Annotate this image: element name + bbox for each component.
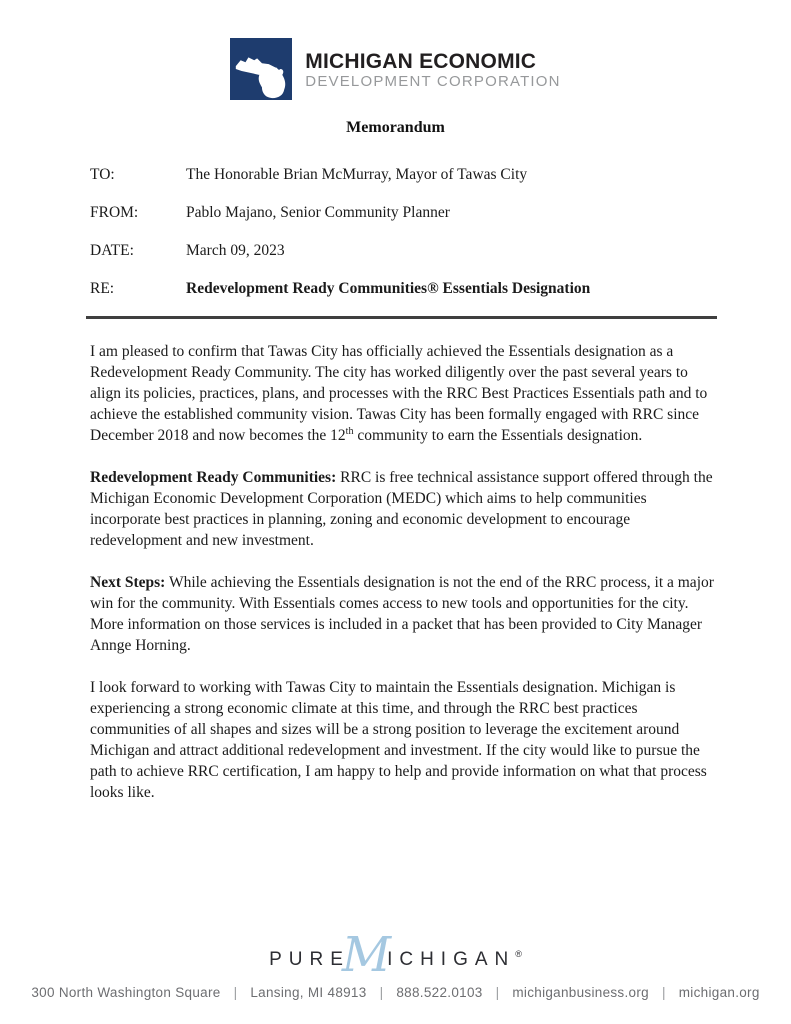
paragraph-rrc-text: RRC is free technical assistance support offered through the Michigan Economic Development Corporation (MEDC) which aims to help communities incorporate best practices in planning, zoning and economic development to encourage redevelopment and new investment. — [90, 469, 713, 549]
paragraph-lead-next-steps: Next Steps: — [90, 574, 166, 591]
paragraph-intro-text: I am pleased to confirm that Tawas City has officially achieved the Essentials designation as a Redevelopment Ready Community. The city has worked diligently over the past several years to align its policies, practices, plans, and processes with the RRC Best Practices Essentials path and to achieve the established community vision. Tawas City has been formally engaged with RRC since December 2018 and now becomes the 12 — [90, 343, 708, 444]
paragraph-intro-text-end: community to earn the Essentials designation. — [353, 427, 643, 444]
contact-phone: 888.522.0103 — [396, 985, 483, 1000]
contact-address: 300 North Washington Square — [31, 985, 221, 1000]
contact-website-business: michiganbusiness.org — [512, 985, 649, 1000]
meta-row-from — [90, 202, 717, 223]
paragraph-rrc-description — [90, 467, 717, 551]
meta-value: March 09, 2023 — [186, 242, 285, 259]
pipe-separator: | — [661, 985, 666, 1000]
paragraph-next-steps-text: While achieving the Essentials designation is not the end of the RRC process, it a major win for the community. With Essentials comes access to new tools and opportunities for the city. More information on those services is included in a packet that has been provided to City Manager Annge Horning. — [90, 574, 714, 654]
meta-row-re — [90, 278, 717, 299]
registered-trademark-icon: ® — [515, 949, 522, 959]
meta-label: RE: — [90, 280, 115, 297]
contact-website-michigan: michigan.org — [678, 985, 760, 1000]
pure-michigan-logo: PURE M ICHIGAN ® — [269, 927, 522, 983]
paragraph-next-steps — [90, 572, 717, 656]
michigan-state-icon — [230, 38, 292, 100]
contact-city: Lansing, MI 48913 — [250, 985, 367, 1000]
paragraph-intro — [90, 341, 717, 446]
org-name — [305, 51, 560, 90]
meta-row-to — [90, 164, 717, 185]
meta-row-date — [90, 240, 717, 261]
meta-label: DATE: — [90, 242, 134, 259]
memo-body — [90, 341, 717, 803]
meta-value: Pablo Majano, Senior Community Planner — [186, 204, 450, 221]
page-footer — [0, 927, 791, 1024]
meta-value: The Honorable Brian McMurray, Mayor of Tawas City — [186, 166, 528, 183]
org-name-secondary: DEVELOPMENT CORPORATION — [305, 73, 561, 91]
ordinal-superscript: th — [345, 425, 354, 437]
meta-value-subject: Redevelopment Ready Communities® Essentials Designation — [186, 280, 591, 297]
memo-title: Memorandum — [346, 119, 445, 136]
pipe-separator: | — [495, 985, 500, 1000]
contact-line — [0, 985, 791, 1000]
paragraph-lead-rrc: Redevelopment Ready Communities: — [90, 469, 337, 486]
divider-rule — [86, 316, 717, 319]
pure-michigan-ichigan-text: ICHIGAN — [387, 949, 516, 970]
memo-content — [0, 164, 791, 803]
org-name-primary: MICHIGAN ECONOMIC — [305, 50, 537, 73]
paragraph-closing: I look forward to working with Tawas City to maintain the Essentials designation. Michigan is experiencing a strong economic climate at this time, and through the RRC best practices communities of all shapes and sizes will be a strong position to leverage the excitement around Michigan and attract additional redevelopment and investment. If the city would like to pursue the path to achieve RRC certification, I am happy to help and provide information on what that process looks like. — [90, 679, 707, 801]
meta-label: FROM: — [90, 204, 139, 221]
meta-label: TO: — [90, 166, 115, 183]
pure-michigan-pure-text: PURE — [269, 949, 350, 970]
pipe-separator: | — [379, 985, 384, 1000]
pipe-separator: | — [233, 985, 238, 1000]
medc-logo — [0, 0, 791, 100]
memo-meta — [90, 164, 717, 299]
